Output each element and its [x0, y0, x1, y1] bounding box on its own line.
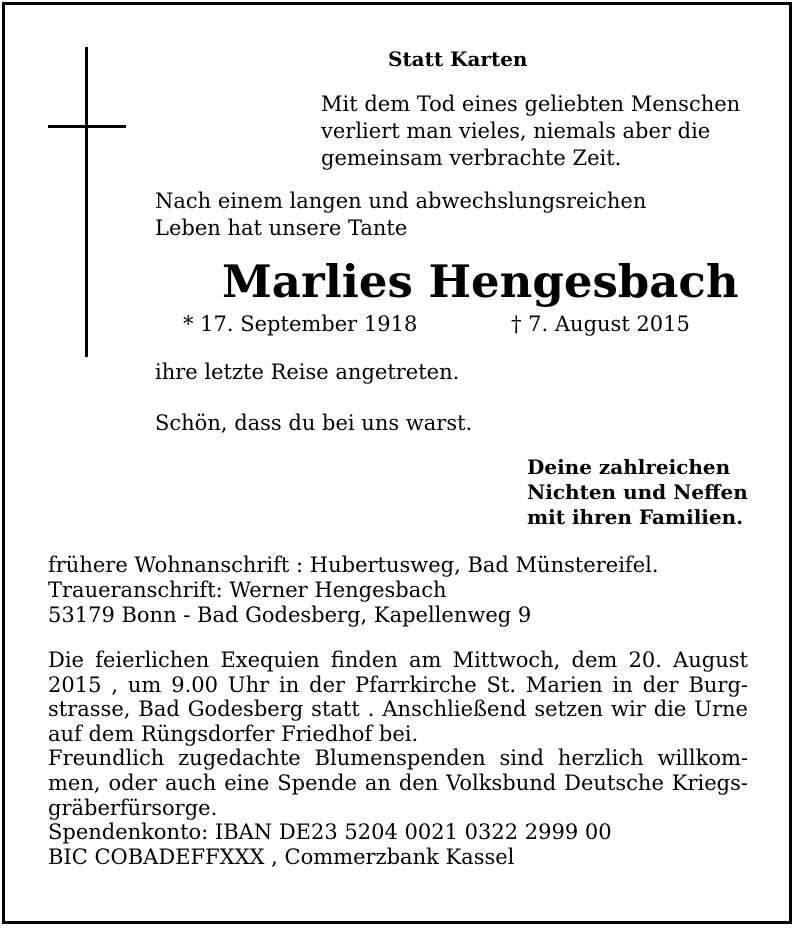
details-line: 2015 , um 9.00 Uhr in der Pfarrkirche St. Marien in der Burg-: [48, 672, 748, 697]
birth-date: * 17. September 1918: [183, 312, 418, 336]
address-line: Traueranschrift: Werner Hengesbach: [48, 578, 447, 602]
details-line: men, oder auch eine Spende an den Volksbund Deutsche Kriegs-: [48, 770, 748, 795]
details-line: Spendenkonto: IBAN DE23 5204 0021 0322 2999 00: [48, 820, 612, 845]
cross-icon: [85, 47, 88, 357]
details-line: BIC COBADEFFXXX , Commerzbank Kassel: [48, 844, 515, 869]
details-line: gräberfürsorge.: [48, 795, 218, 820]
signer-line: Deine zahlreichen: [527, 455, 731, 479]
death-date: † 7. August 2015: [511, 312, 690, 336]
details-line: strasse, Bad Godesberg statt . Anschließend setzen wir die Urne: [48, 697, 748, 722]
journey-text: ihre letzte Reise angetreten.: [155, 360, 460, 384]
details-line: Die feierlichen Exequien finden am Mittwoch, dem 20. August: [48, 648, 748, 672]
deceased-name: Marlies Hengesbach: [222, 255, 739, 308]
details-line: auf dem Rüngsdorfer Friedhof bei.: [48, 721, 419, 746]
address-line: 53179 Bonn - Bad Godesberg, Kapellenweg 9: [48, 603, 532, 627]
header-text: Statt Karten: [388, 47, 528, 71]
quote-line: gemeinsam verbrachte Zeit.: [321, 146, 622, 170]
signer-line: mit ihren Familien.: [527, 505, 744, 529]
address-block: [48, 553, 659, 628]
intro-text: [155, 188, 646, 242]
address-line: frühere Wohnanschrift : Hubertusweg, Bad Münstereifel.: [48, 553, 659, 577]
details-line: Freundlich zugedachte Blumenspenden sind herzlich willkom-: [48, 746, 748, 771]
memorial-quote: [321, 91, 740, 172]
quote-line: Mit dem Tod eines geliebten Menschen: [321, 92, 741, 116]
intro-line: Leben hat unsere Tante: [155, 216, 408, 240]
cross-icon-bar: [48, 125, 126, 128]
thanks-text: Schön, dass du bei uns warst.: [155, 411, 473, 435]
service-details: [48, 648, 748, 869]
quote-line: verliert man vieles, niemals aber die: [321, 119, 711, 143]
intro-line: Nach einem langen und abwechslungsreichen: [155, 189, 647, 213]
signer-line: Nichten und Neffen: [527, 480, 748, 504]
signers: [527, 455, 748, 530]
